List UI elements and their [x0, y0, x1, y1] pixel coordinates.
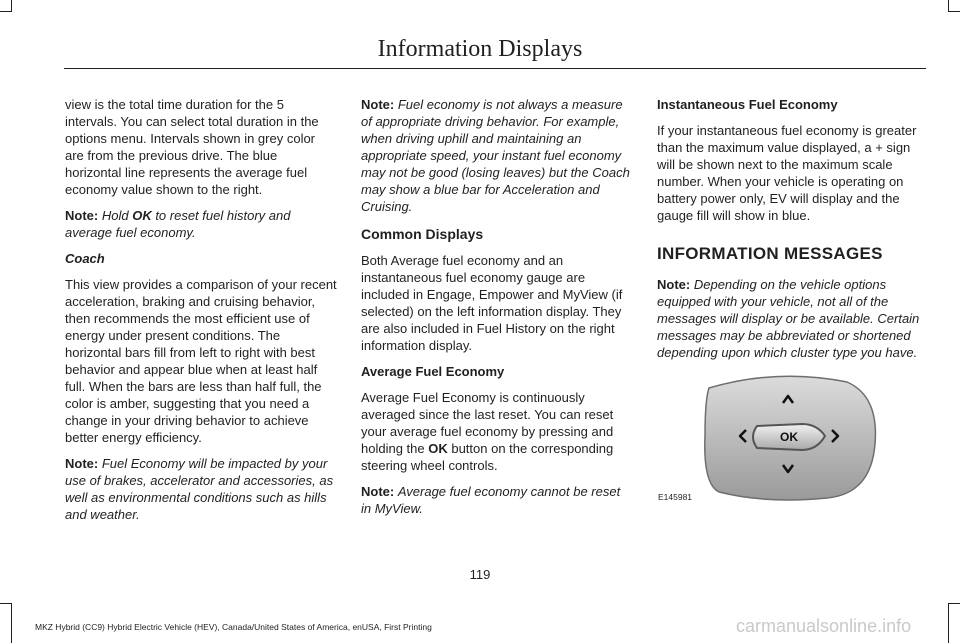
ok-button-label: OK: [780, 430, 798, 444]
crop-mark-bottom-right: [948, 603, 949, 643]
steering-wheel-controls-figure: [657, 366, 899, 516]
figure-code: E145981: [658, 492, 693, 502]
note-label: Note:: [657, 277, 691, 292]
subheading: Instantaneous Fuel Economy: [657, 97, 838, 112]
header-rule: [64, 68, 926, 69]
note-text: Fuel Economy will be impacted by your use of brakes, accelerator and accessories, as well as environmental conditions such as hills and weather.: [65, 456, 334, 522]
paragraph: view is the total time duration for the 5 intervals. You can select total duration in the options menu. Intervals shown in grey color are from the previous drive. The blue horizontal line represents the average fuel economy value shown to the right.: [65, 97, 319, 197]
paragraph: If your instantaneous fuel economy is greater than the maximum value displayed, a + sign will be shown next to the maximum scale number. When your vehicle is operating on battery power only, EV will display and the gauge fill will show in blue.: [657, 123, 917, 223]
column-3: [657, 96, 929, 370]
paragraph-text: button on the corresponding steering wheel controls.: [361, 441, 614, 473]
crop-mark-bottom-left: [11, 603, 12, 643]
column-1: [65, 96, 337, 532]
note-label: Note:: [65, 456, 99, 471]
section-heading: Common Displays: [361, 226, 484, 242]
page-number: 119: [469, 567, 491, 582]
control-pad-illustration: [657, 366, 899, 516]
ok-keyword: OK: [428, 441, 448, 456]
note: [65, 455, 337, 523]
section-heading-coach: Coach: [65, 251, 105, 266]
paragraph: [361, 389, 633, 474]
page-title: Information Displays: [377, 36, 583, 62]
note-text: Fuel economy is not always a measure of appropriate driving behavior. For example, when driving uphill and maintaining an appropriate speed, your instant fuel economy may not be good (losing leaves) but the Coach may show a blue bar for Acceleration and Cruising.: [361, 97, 630, 214]
crop-mark-bottom-left: [0, 603, 12, 604]
watermark: carmanualsonline.info: [736, 616, 912, 636]
note: [361, 483, 633, 517]
note-text: Average fuel economy cannot be reset in MyView.: [361, 484, 621, 516]
note: [65, 207, 337, 241]
note-text: to reset fuel history and average fuel economy.: [65, 208, 291, 240]
note-label: Note:: [65, 208, 99, 223]
column-2: [361, 96, 633, 526]
note: [657, 276, 929, 361]
paragraph-text: Average Fuel Economy is continuously averaged since the last reset. You can reset your average fuel economy by pressing and holding the: [361, 390, 614, 456]
crop-mark-bottom-right: [948, 603, 960, 604]
note: [361, 96, 633, 215]
subheading: Average Fuel Economy: [361, 364, 505, 379]
crop-mark-top-left: [0, 11, 12, 12]
note-text: Depending on the vehicle options equipped with your vehicle, not all of the messages will display or be available. Certain messages may be abbreviated or shortened depending upon which cluster type you have.: [657, 277, 920, 360]
crop-mark-top-right: [948, 11, 960, 12]
ok-keyword: OK: [132, 208, 152, 223]
note-text: Hold: [101, 208, 133, 223]
section-heading: INFORMATION MESSAGES: [657, 244, 883, 263]
paragraph: Both Average fuel economy and an instantaneous fuel economy gauge are included in Engage, Empower and MyView (if selected) on the left information display. They are also included in Fuel History on the right information display.: [361, 253, 623, 353]
note-label: Note:: [361, 484, 395, 499]
footer-text: MKZ Hybrid (CC9) Hybrid Electric Vehicle (HEV), Canada/United States of America, enUSA, First Printing: [35, 622, 432, 632]
note-label: Note:: [361, 97, 395, 112]
paragraph: This view provides a comparison of your recent acceleration, braking and cruising behavior, then recommends the most efficient use of energy under present conditions. The horizontal bars fill from left to right with best behavior and appear blue when at least half full. When the bars are less than half full, the color is amber, suggesting that you need a change in your driving behavior to achieve better energy efficiency.: [65, 277, 337, 445]
